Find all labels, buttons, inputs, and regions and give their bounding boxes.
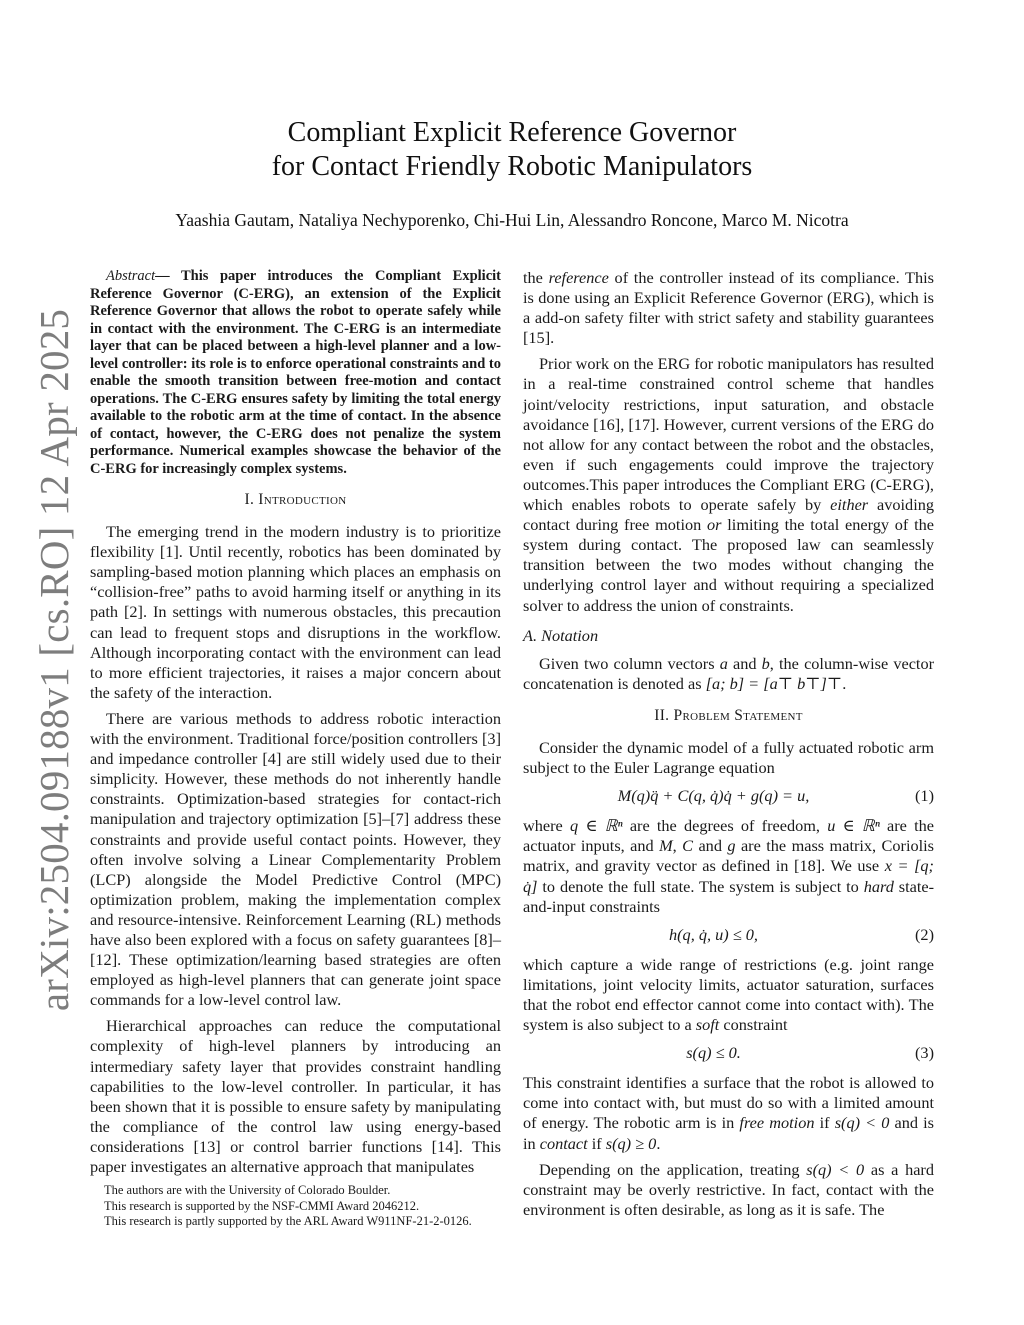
left-column (90, 268, 501, 1183)
intro-paragraph-3: Hierarchical approaches can reduce the computational complexity of high-level planners by introducing an intermediary safety layer that provides constraint handling capabilities to the low-level controller. In particular, it has been shown that it is possible to ensure safety by manipulating the compliance of the control law using energy-based considerations [13] or control barrier functions [14]. This paper investigates an alternative approach that manipulates (90, 1016, 501, 1176)
problem-paragraph-5: Depending on the application, treating s(q) < 0 as a hard constraint may be overly restrictive. In fact, contact with the environment is often desirable, as long as it is safe. The (523, 1159, 934, 1219)
paper-title (0, 116, 1024, 184)
title-line-2: for Contact Friendly Robotic Manipulators (271, 151, 753, 182)
subsection-heading-notation: A. Notation (523, 625, 599, 645)
equation-3: s(q) ≤ 0. (3) (686, 1043, 934, 1063)
abstract (90, 268, 501, 478)
abstract-text: This paper introduces the Compliant Explicit Reference Governor (C-ERG), an extension of the Explicit Reference Governor that allows the robot to operate safely while in contact with the environment. The C-ERG is an intermediate layer that can be placed between a high-level planner and a low-level controller: its role is to enforce operational constraints and to enable the smooth transition between free-motion and contact operations. The C-ERG ensures safety by limiting the total energy available to the robotic arm at the time of contact. In the absence of contact, however, the C-ERG does not penalize the system performance. Numerical examples showcase the behavior of the C-ERG for increasingly complex systems. (90, 268, 501, 477)
problem-paragraph-3: which capture a wide range of restrictions (e.g. joint range limitations, joint velocity limits, actuator saturation, surfaces that the robot end effector cannot come into contact with). The system is also subject to a soft constraint (523, 954, 934, 1035)
problem-paragraph-1: Consider the dynamic model of a fully actuated robotic arm subject to the Euler Lagrange equation (523, 737, 934, 778)
intro-paragraph-2: There are various methods to address robotic interaction with the environment. Traditional force/position controllers [3] and impedance controller [4] are still widely used due to their simplicity. However, these methods do not inherently handle constraints. Optimization-based strategies for contact-rich manipulation and trajectory optimization [5]–[7] address these constraints and provide useful contact points. However, they often involve solving a Linear Complementarity Problem (LCP) alongside the Model Predictive Control (MPC) optimization problem, making the implementation complex and resource-intensive. Reinforcement Learning (RL) methods have also been explored with a focus on safety guarantees [8]–[12]. These optimization/learning based strategies are often employed as high-level planners that can generate joint space commands for a low-level control law. (90, 708, 501, 1010)
footnote-nsf: This research is supported by the NSF-CMMI Award 2046212. (104, 1198, 420, 1213)
arxiv-margin-stamp: arXiv:2504.09188v1 [cs.RO] 12 Apr 2025 (31, 308, 77, 1012)
abstract-label: Abstract (106, 268, 156, 284)
author-list: Yaashia Gautam, Nataliya Nechyporenko, Chi-Hui Lin, Alessandro Roncone, Marco M. Nicotra (175, 210, 849, 230)
footnote-arl: This research is partly supported by the ARL Award W911NF-21-2-0126. (104, 1214, 472, 1228)
title-line-1: Compliant Explicit Reference Governor (287, 117, 737, 148)
intro-paragraph-1: The emerging trend in the modern industry is to prioritize flexibility [1]. Until recently, robotics has been dominated by sampling-based motion planning which places an emphasis on “collision-free” paths to avoid harming itself or anything in its path [2]. In settings with numerous obstacles, this precaution can lead to frequent stops and disruptions in the workflow. Although incorporating contact with the environment can lead to more efficient trajectories, it raises a major concern about the safety of the interaction. (90, 522, 501, 702)
problem-paragraph-4: This constraint identifies a surface that the robot is allowed to come into contact with, but must do so with a limited amount of energy. The robotic arm is in free motion if s(q) < 0 and is in contact if s(q) ≥ 0. (523, 1073, 935, 1153)
footnotes (90, 1183, 510, 1230)
intro-paragraph-3-continued: the reference of the controller instead of its compliance. This is done using an Explicit Reference Governor (ERG), which is a add-on safety filter with strict safety and stability guarantees [15]. (523, 268, 934, 348)
notation-paragraph: Given two column vectors a and b, the column-wise vector concatenation is denoted as [a; b] = [a⊤ b⊤]⊤. (523, 653, 935, 693)
problem-paragraph-2: where q ∈ ℝⁿ are the degrees of freedom, u ∈ ℝⁿ are the actuator inputs, and M, C and g are the mass matrix, Coriolis matrix, and gravity vector as defined in [18]. We use x = [q; q̇] to denote the full state. The system is subject to hard state-and-input constraints (523, 816, 935, 916)
equation-1: M(q)q̈ + C(q, q̇)q̇ + g(q) = u, (1) (617, 786, 934, 806)
section-heading-problem-statement: II. Problem Statement (654, 706, 803, 724)
intro-paragraph-4: Prior work on the ERG for robotic manipulators has resulted in a real-time constrained control scheme that handles joint/velocity restrictions, input saturation, and obstacle avoidance [16], [17]. However, current versions of the ERG do not allow for any contact between the robot and the obstacles, even if such engagements could improve the trajectory outcomes.This paper introduces the Compliant ERG (C-ERG), which enables robots to operate safely by either avoiding contact during free motion or limiting the total energy of the system during contact. The proposed law can seamlessly transition between the two modes without changing the underlying control layer and without requiring a specialized solver to address the union of constraints. (523, 354, 935, 615)
section-heading-introduction: I. Introduction (244, 491, 347, 508)
abstract-dash: — (155, 268, 181, 284)
equation-2: h(q, q̇, u) ≤ 0, (2) (669, 924, 934, 944)
footnote-affiliation: The authors are with the University of Colorado Boulder. (104, 1183, 391, 1197)
right-column (523, 268, 934, 1226)
